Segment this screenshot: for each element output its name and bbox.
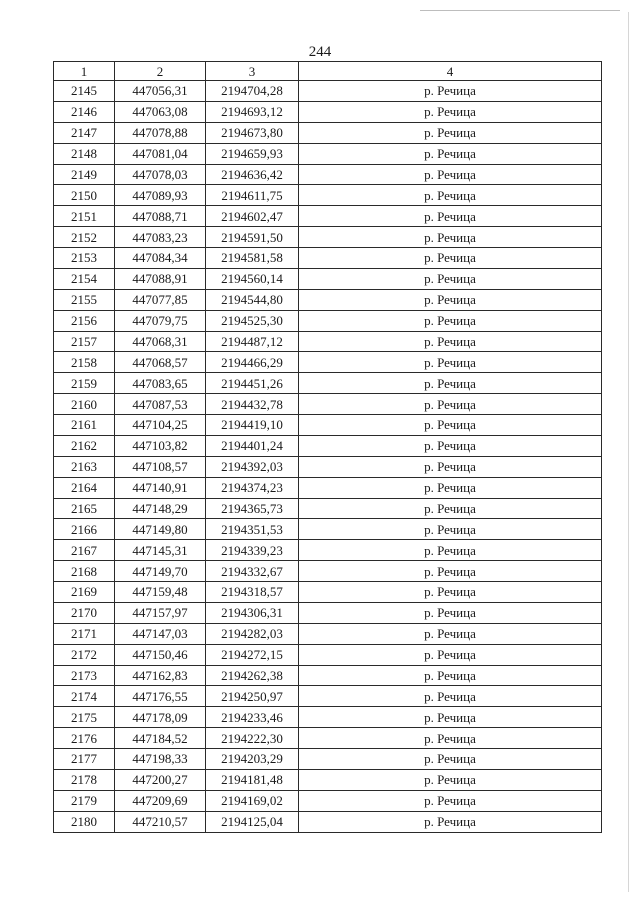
cell-coordinate-y: 2194365,73 [206,498,299,519]
table-row [54,122,602,143]
table-row [54,540,602,561]
cell-coordinate-y: 2194272,15 [206,644,299,665]
cell-point-number: 2163 [54,456,115,477]
table-row [54,498,602,519]
cell-point-number: 2176 [54,728,115,749]
cell-coordinate-y: 2194339,23 [206,540,299,561]
cell-coordinate-x: 447200,27 [115,769,206,790]
cell-coordinate-x: 447159,48 [115,582,206,603]
cell-coordinate-y: 2194602,47 [206,206,299,227]
cell-description: р. Речица [299,248,602,269]
cell-coordinate-x: 447078,03 [115,164,206,185]
table-row [54,81,602,102]
cell-coordinate-y: 2194693,12 [206,101,299,122]
cell-point-number: 2152 [54,227,115,248]
table-row [54,477,602,498]
cell-point-number: 2168 [54,561,115,582]
scan-edge-top [420,10,620,11]
cell-description: р. Речица [299,415,602,436]
cell-coordinate-x: 447157,97 [115,602,206,623]
cell-point-number: 2174 [54,686,115,707]
header-col-4: 4 [299,62,602,81]
cell-point-number: 2177 [54,749,115,770]
cell-description: р. Речица [299,707,602,728]
header-col-1: 1 [54,62,115,81]
cell-coordinate-y: 2194659,93 [206,143,299,164]
cell-coordinate-y: 2194544,80 [206,289,299,310]
cell-coordinate-x: 447150,46 [115,644,206,665]
cell-coordinate-y: 2194282,03 [206,623,299,644]
header-col-2: 2 [115,62,206,81]
cell-coordinate-x: 447145,31 [115,540,206,561]
table-row [54,561,602,582]
cell-coordinate-y: 2194487,12 [206,331,299,352]
cell-coordinate-x: 447140,91 [115,477,206,498]
cell-coordinate-x: 447088,71 [115,206,206,227]
cell-coordinate-y: 2194374,23 [206,477,299,498]
cell-point-number: 2180 [54,811,115,832]
cell-point-number: 2166 [54,519,115,540]
cell-coordinate-y: 2194673,80 [206,122,299,143]
table-row [54,644,602,665]
cell-description: р. Речица [299,623,602,644]
table-row [54,331,602,352]
cell-coordinate-y: 2194704,28 [206,81,299,102]
cell-description: р. Речица [299,456,602,477]
cell-point-number: 2170 [54,602,115,623]
table-row [54,352,602,373]
cell-description: р. Речица [299,435,602,456]
cell-coordinate-x: 447176,55 [115,686,206,707]
cell-description: р. Речица [299,185,602,206]
cell-description: р. Речица [299,310,602,331]
cell-coordinate-y: 2194351,53 [206,519,299,540]
table-row [54,394,602,415]
cell-point-number: 2175 [54,707,115,728]
scan-edge-right [628,12,629,892]
cell-coordinate-y: 2194466,29 [206,352,299,373]
cell-coordinate-x: 447147,03 [115,623,206,644]
cell-point-number: 2167 [54,540,115,561]
table-row [54,143,602,164]
table-row [54,435,602,456]
cell-coordinate-x: 447210,57 [115,811,206,832]
cell-coordinate-y: 2194560,14 [206,268,299,289]
cell-description: р. Речица [299,769,602,790]
cell-coordinate-y: 2194401,24 [206,435,299,456]
cell-coordinate-x: 447081,04 [115,143,206,164]
cell-point-number: 2150 [54,185,115,206]
cell-description: р. Речица [299,665,602,686]
cell-point-number: 2158 [54,352,115,373]
cell-coordinate-x: 447162,83 [115,665,206,686]
cell-coordinate-y: 2194525,30 [206,310,299,331]
table-row [54,101,602,122]
cell-point-number: 2156 [54,310,115,331]
cell-description: р. Речица [299,602,602,623]
cell-coordinate-y: 2194306,31 [206,602,299,623]
cell-coordinate-y: 2194419,10 [206,415,299,436]
cell-description: р. Речица [299,644,602,665]
table-row [54,248,602,269]
cell-description: р. Речица [299,519,602,540]
table-row [54,456,602,477]
cell-coordinate-y: 2194233,46 [206,707,299,728]
cell-description: р. Речица [299,728,602,749]
cell-description: р. Речица [299,268,602,289]
cell-description: р. Речица [299,561,602,582]
table-row [54,206,602,227]
table-row [54,415,602,436]
page-number: 244 [308,44,332,60]
cell-description: р. Речица [299,352,602,373]
cell-coordinate-y: 2194203,29 [206,749,299,770]
cell-description: р. Речица [299,394,602,415]
table-row [54,164,602,185]
cell-coordinate-y: 2194581,58 [206,248,299,269]
cell-point-number: 2160 [54,394,115,415]
cell-coordinate-x: 447079,75 [115,310,206,331]
table-row [54,289,602,310]
cell-point-number: 2159 [54,373,115,394]
cell-point-number: 2169 [54,582,115,603]
table-row [54,707,602,728]
table-body [54,81,602,833]
coordinates-table [53,61,602,833]
cell-description: р. Речица [299,582,602,603]
cell-point-number: 2171 [54,623,115,644]
cell-coordinate-x: 447056,31 [115,81,206,102]
cell-description: р. Речица [299,790,602,811]
cell-coordinate-x: 447083,65 [115,373,206,394]
cell-point-number: 2179 [54,790,115,811]
cell-coordinate-x: 447068,57 [115,352,206,373]
cell-coordinate-y: 2194318,57 [206,582,299,603]
cell-description: р. Речица [299,498,602,519]
cell-point-number: 2145 [54,81,115,102]
table-row [54,665,602,686]
cell-coordinate-y: 2194250,97 [206,686,299,707]
table-header [54,62,602,81]
table-row [54,749,602,770]
table-row [54,790,602,811]
cell-description: р. Речица [299,81,602,102]
cell-point-number: 2148 [54,143,115,164]
cell-coordinate-y: 2194125,04 [206,811,299,832]
cell-coordinate-y: 2194169,02 [206,790,299,811]
cell-coordinate-y: 2194451,26 [206,373,299,394]
table-row [54,310,602,331]
cell-description: р. Речица [299,686,602,707]
cell-point-number: 2146 [54,101,115,122]
cell-coordinate-y: 2194222,30 [206,728,299,749]
cell-description: р. Речица [299,101,602,122]
cell-description: р. Речица [299,331,602,352]
cell-coordinate-x: 447077,85 [115,289,206,310]
cell-coordinate-x: 447198,33 [115,749,206,770]
table-row [54,519,602,540]
cell-coordinate-x: 447184,52 [115,728,206,749]
table-row [54,728,602,749]
cell-description: р. Речица [299,206,602,227]
table-row [54,623,602,644]
cell-coordinate-x: 447063,08 [115,101,206,122]
table-row [54,811,602,832]
cell-description: р. Речица [299,143,602,164]
cell-description: р. Речица [299,122,602,143]
cell-coordinate-x: 447149,80 [115,519,206,540]
cell-description: р. Речица [299,477,602,498]
cell-point-number: 2149 [54,164,115,185]
table-row [54,769,602,790]
cell-point-number: 2178 [54,769,115,790]
cell-point-number: 2155 [54,289,115,310]
cell-point-number: 2147 [54,122,115,143]
cell-description: р. Речица [299,811,602,832]
cell-point-number: 2165 [54,498,115,519]
cell-coordinate-x: 447108,57 [115,456,206,477]
cell-point-number: 2164 [54,477,115,498]
cell-coordinate-x: 447083,23 [115,227,206,248]
cell-description: р. Речица [299,227,602,248]
cell-coordinate-x: 447103,82 [115,435,206,456]
cell-description: р. Речица [299,164,602,185]
cell-description: р. Речица [299,289,602,310]
cell-coordinate-x: 447209,69 [115,790,206,811]
cell-coordinate-y: 2194636,42 [206,164,299,185]
table-row [54,185,602,206]
header-row [54,62,602,81]
cell-coordinate-x: 447078,88 [115,122,206,143]
table-row [54,602,602,623]
table-row [54,686,602,707]
cell-coordinate-x: 447087,53 [115,394,206,415]
cell-coordinate-y: 2194392,03 [206,456,299,477]
cell-description: р. Речица [299,749,602,770]
cell-point-number: 2173 [54,665,115,686]
cell-coordinate-x: 447148,29 [115,498,206,519]
cell-description: р. Речица [299,540,602,561]
cell-point-number: 2172 [54,644,115,665]
cell-coordinate-y: 2194262,38 [206,665,299,686]
cell-coordinate-x: 447088,91 [115,268,206,289]
cell-point-number: 2161 [54,415,115,436]
cell-coordinate-x: 447089,93 [115,185,206,206]
cell-coordinate-y: 2194332,67 [206,561,299,582]
cell-coordinate-y: 2194611,75 [206,185,299,206]
table-row [54,582,602,603]
cell-coordinate-x: 447104,25 [115,415,206,436]
header-col-3: 3 [206,62,299,81]
cell-description: р. Речица [299,373,602,394]
cell-point-number: 2162 [54,435,115,456]
table-row [54,227,602,248]
cell-point-number: 2153 [54,248,115,269]
cell-coordinate-y: 2194591,50 [206,227,299,248]
cell-coordinate-y: 2194432,78 [206,394,299,415]
cell-coordinate-x: 447178,09 [115,707,206,728]
cell-coordinate-y: 2194181,48 [206,769,299,790]
cell-coordinate-x: 447149,70 [115,561,206,582]
cell-coordinate-x: 447084,34 [115,248,206,269]
table-row [54,268,602,289]
cell-point-number: 2154 [54,268,115,289]
table-row [54,373,602,394]
cell-point-number: 2157 [54,331,115,352]
cell-point-number: 2151 [54,206,115,227]
cell-coordinate-x: 447068,31 [115,331,206,352]
